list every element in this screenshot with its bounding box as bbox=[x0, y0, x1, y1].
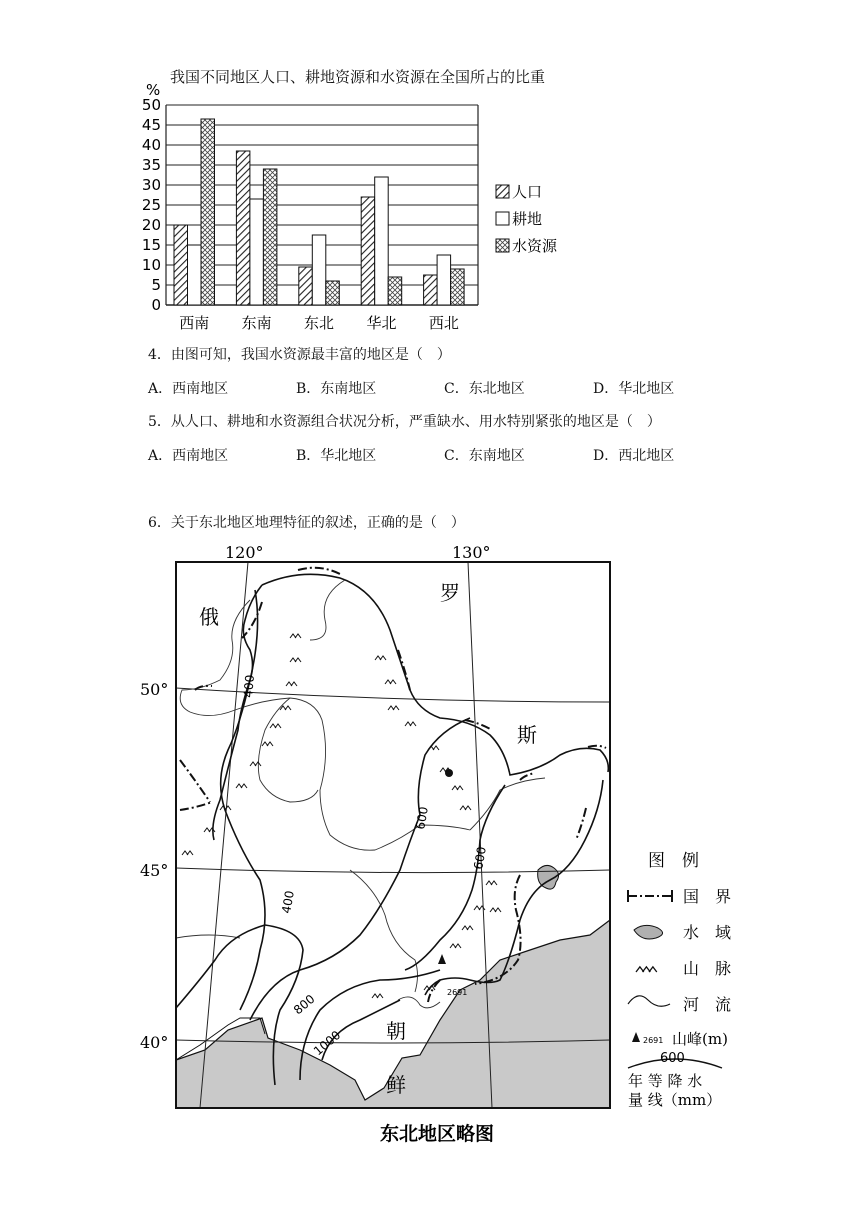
peak-label: 2691 bbox=[447, 988, 468, 997]
mountain-range-great-khingan bbox=[182, 634, 301, 855]
legend-water-label: 水 域 bbox=[683, 923, 732, 942]
y-tick-label: 5 bbox=[151, 276, 161, 294]
lat-label-45: 45° bbox=[140, 861, 169, 880]
y-tick-label: 10 bbox=[141, 256, 161, 274]
q5-option-b[interactable]: B．华北地区 bbox=[296, 448, 377, 464]
label-korea-2: 鲜 bbox=[386, 1073, 406, 1097]
q4-option-b[interactable]: B．东南地区 bbox=[296, 381, 377, 397]
y-tick-label: 40 bbox=[141, 136, 161, 154]
x-tick-label: 华北 bbox=[366, 314, 397, 332]
legend-border-label: 国 界 bbox=[683, 887, 732, 906]
bar bbox=[188, 245, 202, 305]
y-tick-label: 45 bbox=[141, 116, 161, 134]
legend-peak-swatch bbox=[632, 1032, 640, 1042]
legend-river-label: 河 流 bbox=[683, 995, 732, 1014]
label-russia-2: 罗 bbox=[440, 581, 460, 605]
label-russia-3: 斯 bbox=[517, 723, 537, 747]
bar bbox=[375, 177, 389, 305]
isohyet-label-600-a: 600 bbox=[413, 805, 431, 831]
y-tick-label: 15 bbox=[141, 236, 161, 254]
legend-label: 耕地 bbox=[512, 210, 543, 228]
question-4: 4．由图可知，我国水资源最丰富的地区是（ ） bbox=[148, 347, 451, 363]
q5-option-c[interactable]: C．东南地区 bbox=[444, 448, 525, 464]
bar bbox=[437, 255, 451, 305]
bar bbox=[174, 225, 188, 305]
x-tick-label: 东北 bbox=[304, 314, 335, 332]
isohyet-label-800: 800 bbox=[290, 991, 318, 1018]
chart-title: 我国不同地区人口、耕地资源和水资源在全国所占的比重 bbox=[170, 68, 546, 86]
legend-isohyet-label-1: 年 等 降 水 bbox=[628, 1072, 703, 1090]
isohyet-label-600-b: 600 bbox=[471, 845, 489, 871]
isohyet-label-400-b: 400 bbox=[279, 889, 297, 915]
bar bbox=[388, 277, 402, 305]
q5-option-d[interactable]: D．西北地区 bbox=[593, 448, 675, 464]
legend-mountain-label: 山 脉 bbox=[683, 959, 732, 978]
label-korea-1: 朝 bbox=[386, 1019, 406, 1043]
legend-isohyet-label-2: 量 线（mm） bbox=[628, 1091, 722, 1109]
legend-label: 水资源 bbox=[512, 237, 558, 255]
legend-swatch bbox=[496, 185, 509, 198]
bar bbox=[236, 151, 250, 305]
q4-option-c[interactable]: C．东北地区 bbox=[444, 381, 525, 397]
question-6: 6．关于东北地区地理特征的叙述，正确的是（ ） bbox=[148, 515, 465, 531]
lon-label-120: 120° bbox=[225, 543, 264, 562]
legend-swatch bbox=[496, 212, 509, 225]
bar bbox=[312, 235, 326, 305]
lon-label-130: 130° bbox=[452, 543, 491, 562]
y-tick-label: 35 bbox=[141, 156, 161, 174]
legend-isohyet-sample: 600 bbox=[660, 1051, 685, 1066]
northeast-map bbox=[0, 540, 860, 1150]
x-tick-label: 西南 bbox=[179, 314, 210, 332]
bar bbox=[263, 169, 277, 305]
legend-title: 图 例 bbox=[648, 851, 699, 871]
x-tick-label: 东南 bbox=[241, 314, 272, 332]
label-russia-1: 俄 bbox=[199, 605, 219, 629]
bar bbox=[201, 119, 215, 305]
y-tick-label: 20 bbox=[141, 216, 161, 234]
y-tick-label: 25 bbox=[141, 196, 161, 214]
q5-option-a[interactable]: A．西南地区 bbox=[148, 448, 229, 464]
legend-peak-number: 2691 bbox=[643, 1036, 664, 1045]
legend-border bbox=[628, 890, 672, 902]
lat-label-40: 40° bbox=[140, 1033, 169, 1052]
bar bbox=[451, 269, 465, 305]
y-tick-label: 50 bbox=[141, 96, 161, 114]
q4-option-d[interactable]: D．华北地区 bbox=[593, 381, 675, 397]
legend-peak-label: 山峰(m) bbox=[672, 1030, 728, 1048]
y-tick-label: 0 bbox=[151, 296, 161, 314]
legend-mountain-swatch bbox=[636, 967, 657, 972]
isohyet-label-400-a: 400 bbox=[241, 674, 257, 699]
question-5: 5．从人口、耕地和水资源组合状况分析，严重缺水、用水特别紧张的地区是（ ） bbox=[148, 414, 661, 430]
bar bbox=[299, 267, 313, 305]
peak-marker bbox=[438, 954, 446, 964]
y-axis-label: % bbox=[146, 81, 161, 99]
bar bbox=[424, 275, 438, 305]
legend-swatch bbox=[496, 239, 509, 252]
y-tick-label: 30 bbox=[141, 176, 161, 194]
bar bbox=[361, 197, 375, 305]
legend-water-swatch bbox=[634, 925, 663, 939]
q4-option-a[interactable]: A．西南地区 bbox=[148, 381, 229, 397]
legend-label: 人口 bbox=[512, 183, 543, 201]
isohyet-label-1000: 1000 bbox=[310, 1027, 344, 1059]
lat-label-50: 50° bbox=[140, 680, 169, 699]
bar bbox=[250, 199, 264, 305]
x-tick-label: 西北 bbox=[428, 314, 459, 332]
map-title: 东北地区略图 bbox=[380, 1123, 495, 1145]
bar-chart bbox=[0, 0, 860, 340]
legend-river-swatch bbox=[628, 996, 670, 1006]
bar bbox=[326, 281, 340, 305]
